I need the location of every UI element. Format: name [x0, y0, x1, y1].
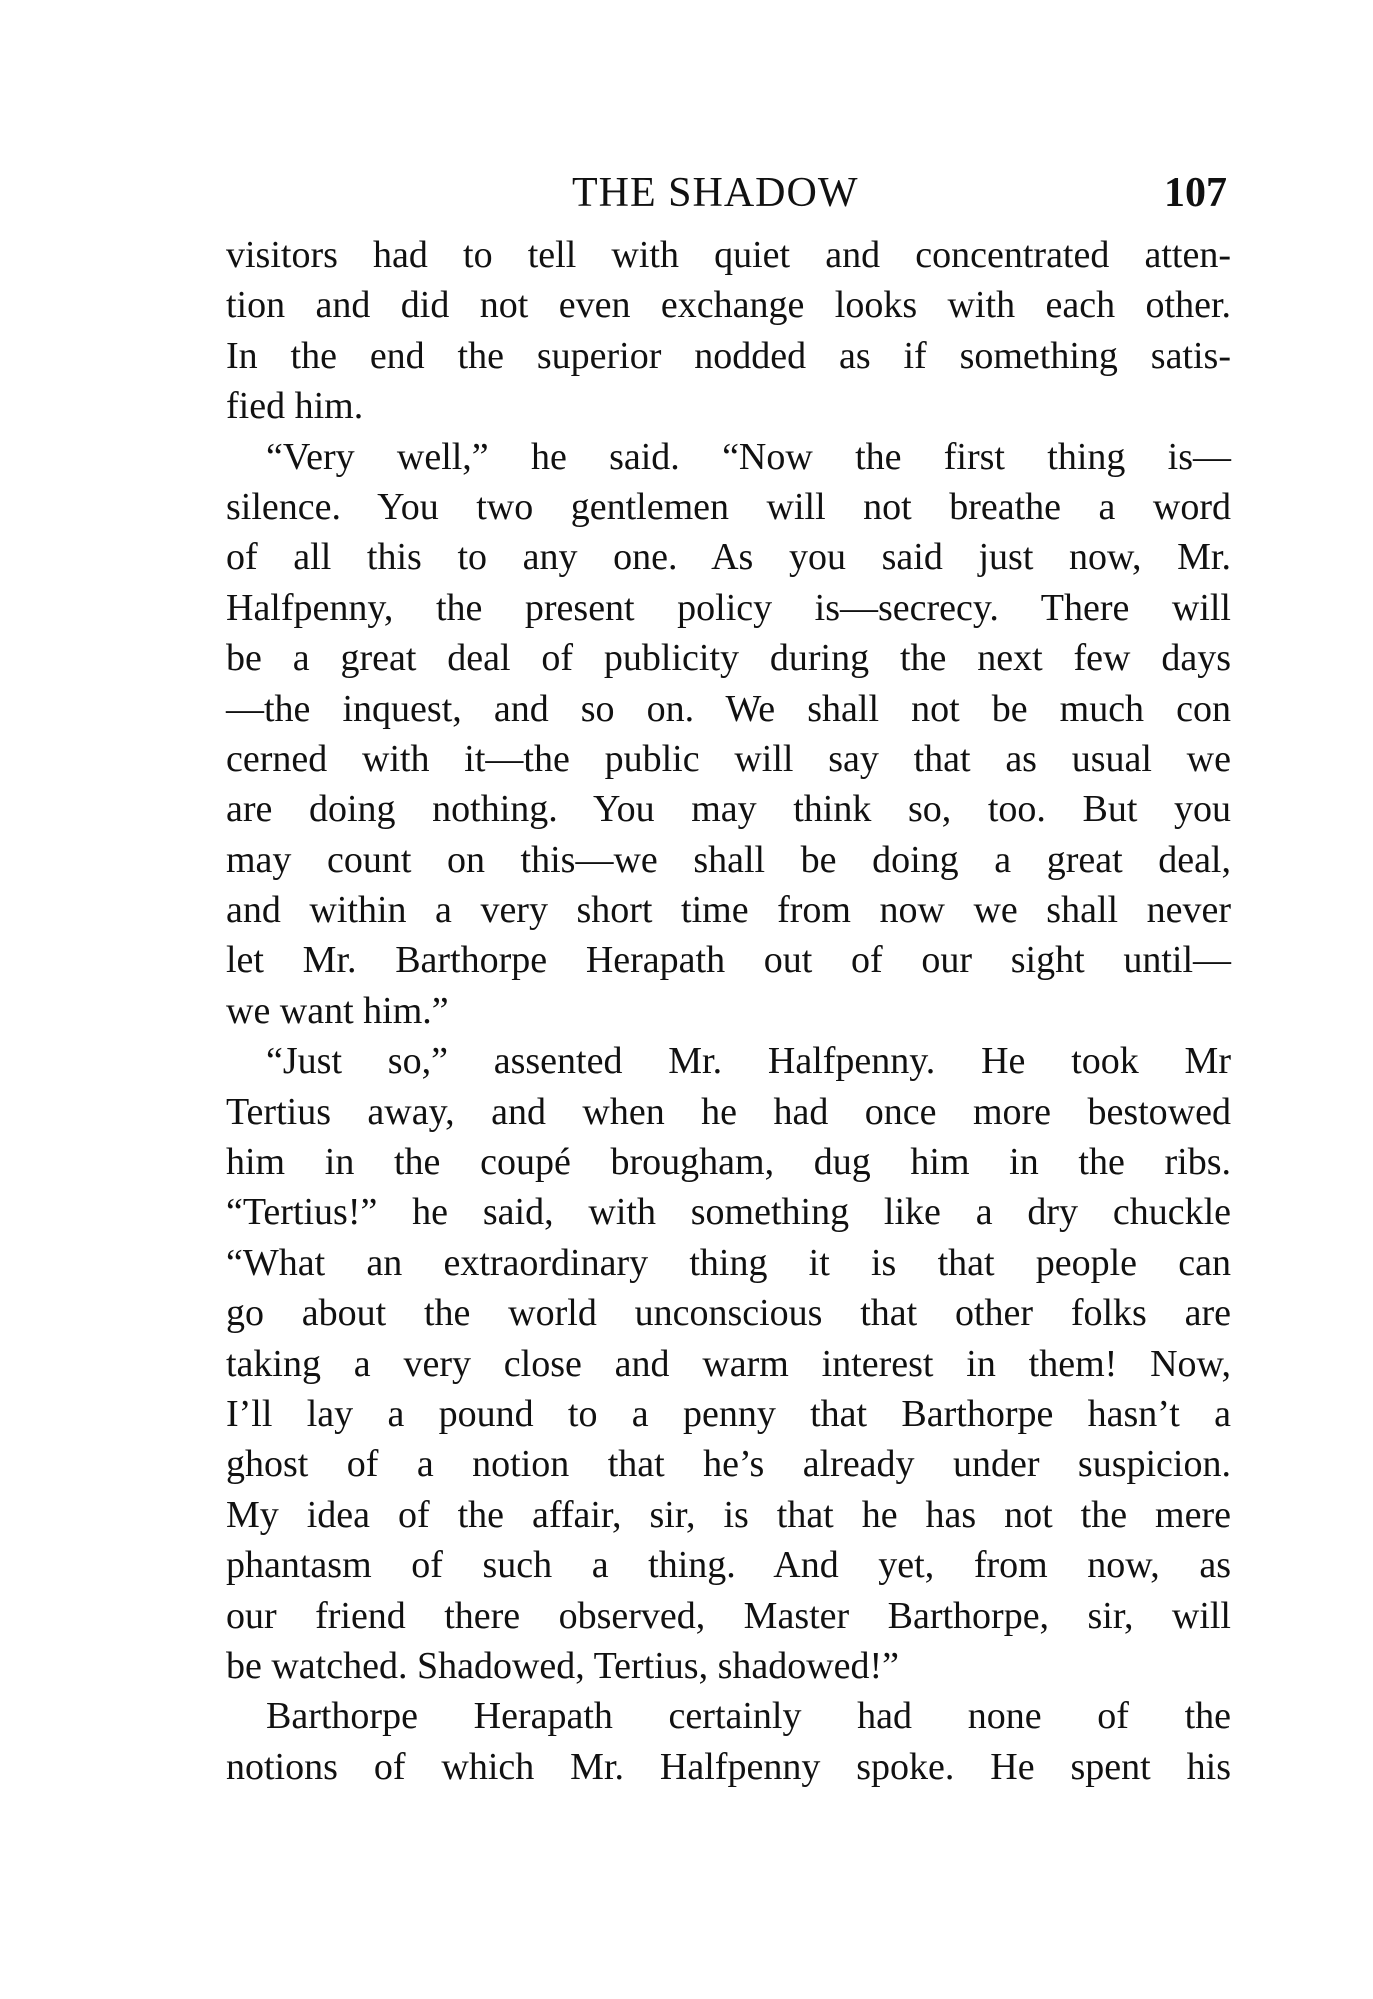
text-line: of all this to any one. As you said just now, Mr.	[226, 536, 1231, 579]
page-number: 107	[1164, 170, 1227, 216]
text-line: I’ll lay a pound to a penny that Barthorpe hasn’t a	[226, 1392, 1231, 1435]
text-line: go about the world unconscious that other folks are	[226, 1292, 1231, 1335]
text-line: Halfpenny, the present policy is—secrecy. There will	[226, 586, 1231, 629]
text-line: notions of which Mr. Halfpenny spoke. He spent his	[226, 1745, 1231, 1788]
text-line: ghost of a notion that he’s already under suspicion.	[226, 1443, 1231, 1486]
running-title: THE SHADOW	[572, 170, 859, 216]
text-line: be watched. Shadowed, Tertius, shadowed!”	[226, 1644, 900, 1687]
text-line: him in the coupé brougham, dug him in the ribs.	[226, 1141, 1231, 1184]
text-line: cerned with it—the public will say that as usual we	[226, 737, 1231, 780]
text-line: Tertius away, and when he had once more bestowed	[226, 1090, 1231, 1133]
text-line: —the inquest, and so on. We shall not be much con	[226, 687, 1231, 730]
text-line: My idea of the affair, sir, is that he has not the mere	[226, 1493, 1231, 1536]
text-line: let Mr. Barthorpe Herapath out of our sight until—	[226, 939, 1231, 982]
text-line: phantasm of such a thing. And yet, from now, as	[226, 1544, 1231, 1587]
text-line: are doing nothing. You may think so, too. But you	[226, 788, 1231, 831]
text-line: our friend there observed, Master Barthorpe, sir, will	[226, 1594, 1231, 1637]
text-line: tion and did not even exchange looks with each other.	[226, 284, 1231, 327]
text-line: “What an extraordinary thing it is that people can	[226, 1241, 1231, 1284]
body-text	[226, 230, 1231, 1792]
text-line: be a great deal of publicity during the next few days	[226, 637, 1231, 680]
text-line: “Tertius!” he said, with something like a dry chuckle	[226, 1191, 1231, 1234]
text-line: may count on this—we shall be doing a great deal,	[226, 838, 1231, 881]
text-line: visitors had to tell with quiet and concentrated atten-	[226, 234, 1231, 276]
text-line: Barthorpe Herapath certainly had none of the	[266, 1695, 1231, 1738]
text-line: “Very well,” he said. “Now the first thing is—	[266, 435, 1231, 478]
text-line: In the end the superior nodded as if something satis-	[226, 334, 1231, 377]
text-line: silence. You two gentlemen will not breathe a word	[226, 485, 1231, 528]
text-line: and within a very short time from now we shall never	[226, 889, 1231, 932]
text-line: “Just so,” assented Mr. Halfpenny. He took Mr	[266, 1040, 1231, 1083]
text-line: taking a very close and warm interest in them! Now,	[226, 1342, 1231, 1385]
text-line: we want him.”	[226, 989, 449, 1032]
page-header	[232, 163, 1227, 223]
text-line: fied him.	[226, 385, 364, 428]
